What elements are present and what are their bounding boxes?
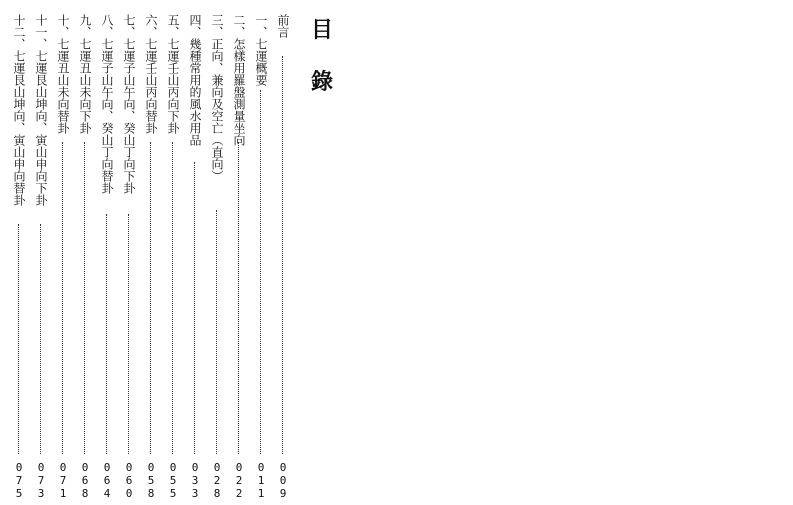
- entry-label: 三、正向、兼向及空亡（直向）: [210, 14, 224, 182]
- dot-leader: [260, 90, 261, 454]
- dot-leader: [128, 214, 129, 454]
- entry-label: 七、七運子山午向、癸山丁向下卦: [122, 14, 136, 194]
- entry-label: 九、七運丑山未向下卦: [78, 14, 92, 134]
- page-number: 0 7 3: [37, 461, 45, 500]
- toc-entry: [76, 14, 94, 500]
- dot-leader: [172, 142, 173, 454]
- entry-label: 五、七運壬山丙向下卦: [166, 14, 180, 134]
- entry-label: 六、七運壬山丙向替卦: [144, 14, 158, 134]
- toc-entry: [252, 14, 270, 500]
- toc-entry: [120, 14, 138, 500]
- toc-entry: [32, 14, 50, 500]
- dot-leader: [194, 162, 195, 454]
- entry-label: 二、怎樣用羅盤測量坐向: [232, 14, 246, 146]
- title-char-2: 錄: [310, 70, 333, 95]
- page-number: 0 6 4: [103, 461, 111, 500]
- dot-leader: [238, 142, 239, 454]
- toc-entry: [208, 14, 226, 500]
- page-number: 0 0 9: [279, 461, 287, 500]
- toc-entry: [10, 14, 28, 500]
- entry-label: 十一、七運艮山坤向、寅山申向下卦: [34, 14, 48, 206]
- toc-entry: [54, 14, 72, 500]
- page-number: 0 1 1: [257, 461, 265, 500]
- entry-label: 十二、七運艮山坤向、寅山申向替卦: [12, 14, 26, 206]
- page-number: 0 6 8: [81, 461, 89, 500]
- title-char-1: 目: [310, 18, 333, 43]
- page-number: 0 7 1: [59, 461, 67, 500]
- toc-entry: [186, 14, 204, 500]
- entry-label: 一、七運概要: [254, 14, 268, 86]
- page-number: 0 5 5: [169, 461, 177, 500]
- page-number: 0 6 0: [125, 461, 133, 500]
- toc-title: [308, 14, 336, 94]
- toc-entry: [98, 14, 116, 500]
- toc-entry: [230, 14, 248, 500]
- dot-leader: [150, 142, 151, 454]
- dot-leader: [106, 214, 107, 454]
- toc-entry: [164, 14, 182, 500]
- dot-leader: [62, 142, 63, 454]
- entry-label: 前言: [276, 14, 290, 38]
- toc-entry: [142, 14, 160, 500]
- page-number: 0 7 5: [15, 461, 23, 500]
- page-number: 0 3 3: [191, 461, 199, 500]
- dot-leader: [84, 142, 85, 454]
- page-number: 0 5 8: [147, 461, 155, 500]
- page-number: 0 2 2: [235, 461, 243, 500]
- entry-label: 八、七運子山午向、癸山丁向替卦: [100, 14, 114, 194]
- toc-entry: [274, 14, 292, 500]
- entry-label: 四、幾種常用的風水用品: [188, 14, 202, 146]
- dot-leader: [216, 210, 217, 454]
- dot-leader: [282, 56, 283, 454]
- dot-leader: [40, 224, 41, 454]
- page-number: 0 2 8: [213, 461, 221, 500]
- dot-leader: [18, 224, 19, 454]
- entry-label: 十、七運丑山未向替卦: [56, 14, 70, 134]
